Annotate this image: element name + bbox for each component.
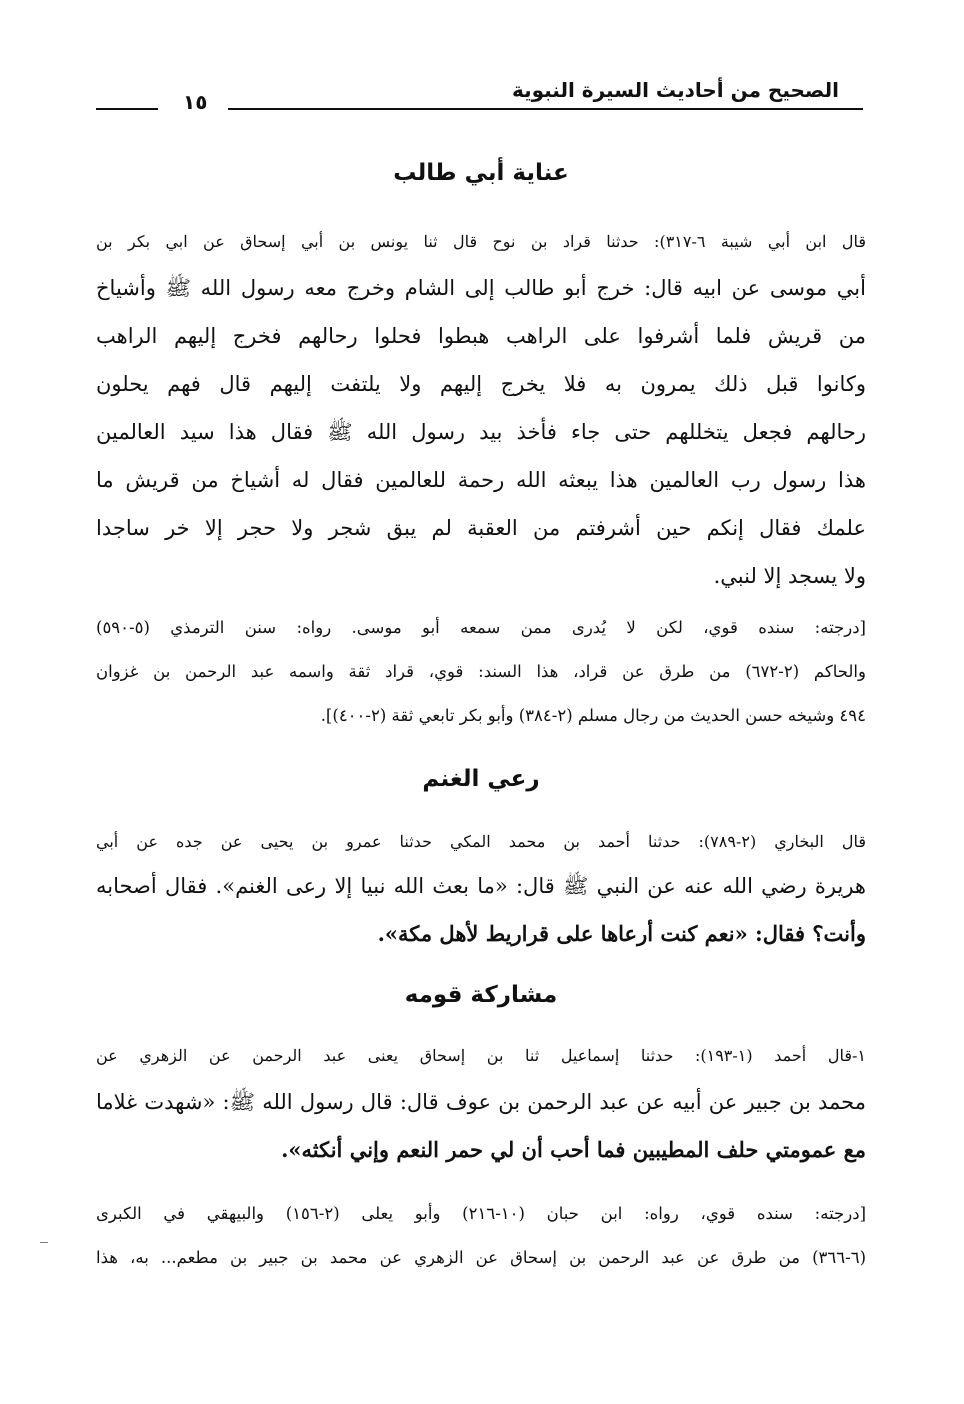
section-heading-shepherding: رعي الغنم <box>422 766 540 792</box>
text-line: أبي موسى عن ابيه قال: خرج أبو طالب إلى الشام وخرج معه رسول الله ﷺ وأشياخ <box>96 276 866 300</box>
paragraph-participation-isnad <box>96 1036 866 1076</box>
text-line: محمد بن جبير عن أبيه عن عبد الرحمن بن عوف قال: قال رسول الله ﷺ: «شهدت غلاما <box>96 1090 866 1114</box>
text-line: [درجته: سنده قوي، لكن لا يُدرى ممن سمعه أبو موسى. رواه: سنن الترمذي (٥-٥٩٠) <box>96 618 866 637</box>
paragraph-shepherding-matn <box>96 862 866 958</box>
text-line: هريرة رضي الله عنه عن النبي ﷺ قال: «ما بعث الله نبيا إلا رعى الغنم». فقال أصحابه <box>96 874 866 898</box>
paragraph-shepherding-isnad <box>96 822 866 862</box>
text-line: هذا رسول رب العالمين هذا يبعثه الله رحمة للعالمين فقال له أشياخ من قريش ما <box>96 468 866 492</box>
text-line: من قريش فلما أشرفوا على الراهب هبطوا فحلوا رحالهم فخرج إليهم الراهب <box>96 324 866 348</box>
text-line: [درجته: سنده قوي، رواه: ابن حبان (١٠-٢١٦) وأبو يعلى (٢-١٥٦) والبيهقي في الكبرى <box>96 1204 866 1223</box>
text-line: (٦-٣٦٦) من طرق عن عبد الرحمن بن إسحاق عن الزهري عن محمد بن جبير بن مطعم... به، هذا <box>96 1248 866 1267</box>
grading-note-participation <box>96 1192 866 1280</box>
paragraph-participation-matn <box>96 1078 866 1174</box>
scan-margin-mark <box>40 1242 48 1243</box>
header-rule-left <box>96 108 158 110</box>
section-heading-abu-talib: عناية أبي طالب <box>393 160 569 186</box>
text-line: قال ابن أبي شيبة ٦-٣١٧): حدثنا قراد بن نوح قال ثنا يونس بن أبي إسحاق عن ابي بكر بن <box>96 232 866 251</box>
section-heading-participation: مشاركة قومه <box>404 982 558 1008</box>
page-number: ١٥ <box>183 90 208 114</box>
text-line: مع عمومتي حلف المطيبين فما أحب أن لي حمر النعم وإني أنكثه». <box>281 1137 866 1162</box>
text-line: ١-قال أحمد (١-١٩٣): حدثنا إسماعيل ثنا بن إسحاق يعنى عبد الرحمن عن الزهري عن <box>96 1046 866 1065</box>
text-line: رحالهم فجعل يتخللهم حتى جاء فأخذ بيد رسول الله ﷺ فقال هذا سيد العالمين <box>96 420 866 444</box>
text-line: والحاكم (٢-٦٧٢) من طرق عن قراد، هذا السند: قوي، قراد ثقة واسمه عبد الرحمن بن غزوان <box>96 662 866 681</box>
text-line: وكانوا قبل ذلك يمرون به فلا يخرج إليهم ولا يلتفت إليهم قال فهم يحلون <box>96 372 866 396</box>
running-header-title: الصحيح من أحاديث السيرة النبوية <box>511 78 839 102</box>
paragraph-abu-talib-isnad <box>96 222 866 262</box>
paragraph-abu-talib-matn <box>96 264 866 600</box>
text-line: وأنت؟ فقال: «نعم كنت أرعاها على قراريط لأهل مكة». <box>377 921 866 946</box>
text-line: ولا يسجد إلا لنبي. <box>713 564 866 588</box>
grading-note-abu-talib <box>96 606 866 738</box>
header-rule-right <box>228 108 863 110</box>
text-line: قال البخاري (٢-٧٨٩): حدثنا أحمد بن محمد المكي حدثنا عمرو بن يحيى عن جده عن أبي <box>96 832 866 851</box>
text-line: ٤٩٤ وشيخه حسن الحديث من رجال مسلم (٢-٣٨٤) وأبو بكر تابعي ثقة (٢-٤٠٠)]. <box>320 706 866 725</box>
text-line: علمك فقال إنكم حين أشرفتم من العقبة لم يبق شجر ولا حجر إلا خر ساجدا <box>96 516 866 540</box>
